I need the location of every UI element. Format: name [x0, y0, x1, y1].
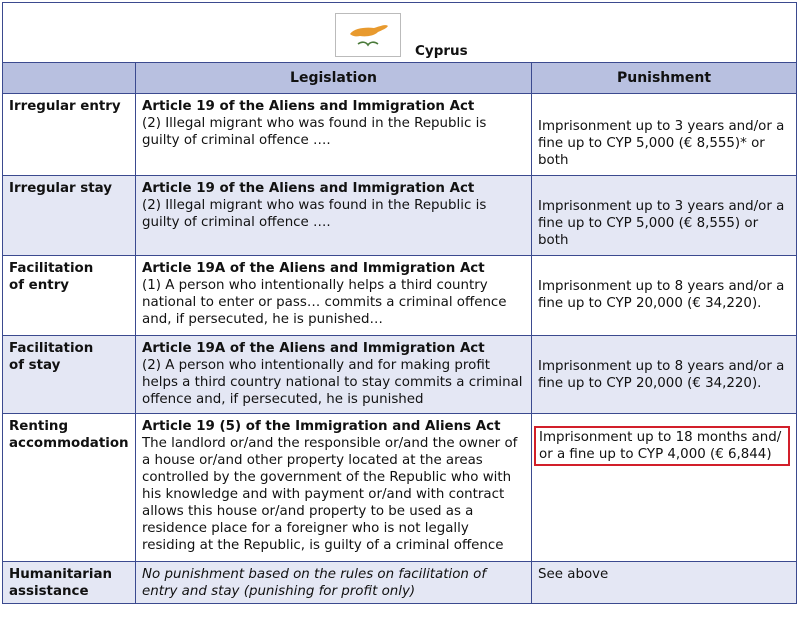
punishment-text: Imprisonment up to 3 years and/or a fine up to CYP 5,000 (€ 8,555)* or both	[538, 119, 785, 168]
article-text: (1) A person who intentionally helps a third country national to enter or pass… commits a criminal offence and, if persecuted, he is punished…	[142, 278, 507, 327]
table-row	[3, 176, 797, 256]
highlighted-punishment-text: Imprisonment up to 18 months and/ or a fine up to CYP 4,000 (€ 6,844)	[534, 426, 790, 466]
punishment-text: Imprisonment up to 8 years and/or a fine up to CYP 20,000 (€ 34,220).	[538, 359, 785, 391]
row-label: Irregular entry	[3, 94, 136, 176]
article-text: No punishment based on the rules on facilitation of entry and stay (punishing for profit only)	[142, 567, 487, 599]
country-title: Cyprus	[415, 43, 468, 59]
punishment-text: Imprisonment up to 8 years and/or a fine up to CYP 20,000 (€ 34,220).	[538, 279, 785, 311]
punishment-cell	[532, 336, 797, 414]
legislation-cell	[136, 414, 532, 562]
punishment-text: See above	[538, 567, 609, 582]
cyprus-flag-icon	[335, 13, 401, 57]
column-header-legislation: Legislation	[136, 63, 532, 94]
legislation-cell	[136, 256, 532, 336]
table-row	[3, 94, 797, 176]
article-title: Article 19 of the Aliens and Immigration Act	[142, 99, 475, 114]
table-row	[3, 336, 797, 414]
punishment-cell	[532, 256, 797, 336]
title-row	[3, 3, 797, 63]
legislation-table	[2, 2, 797, 604]
article-title: Article 19A of the Aliens and Immigration Act	[142, 261, 485, 276]
row-label: Renting accommodation	[3, 414, 136, 562]
article-title: Article 19 (5) of the Immigration and Aliens Act	[142, 419, 501, 434]
row-label: Facilitation of entry	[3, 256, 136, 336]
column-header-punishment: Punishment	[532, 63, 797, 94]
punishment-cell	[532, 414, 797, 562]
article-title: Article 19 of the Aliens and Immigration Act	[142, 181, 475, 196]
cyprus-legislation-table-wrapper	[2, 2, 796, 604]
article-title: Article 19A of the Aliens and Immigration Act	[142, 341, 485, 356]
column-header-row	[3, 63, 797, 94]
title-cell	[3, 3, 797, 63]
column-header-blank	[3, 63, 136, 94]
legislation-cell	[136, 562, 532, 604]
row-label: Humanitarian assistance	[3, 562, 136, 604]
punishment-cell	[532, 94, 797, 176]
punishment-text: Imprisonment up to 3 years and/or a fine up to CYP 5,000 (€ 8,555) or both	[538, 199, 785, 248]
table-row	[3, 562, 797, 604]
legislation-cell	[136, 176, 532, 256]
article-text: (2) Illegal migrant who was found in the Republic is guilty of criminal offence ….	[142, 198, 487, 230]
punishment-cell	[532, 176, 797, 256]
legislation-cell	[136, 94, 532, 176]
row-label: Irregular stay	[3, 176, 136, 256]
legislation-cell	[136, 336, 532, 414]
article-text: (2) A person who intentionally and for making profit helps a third country national to stay commits a criminal offence and, if persecuted, he is punished	[142, 358, 523, 407]
table-row	[3, 414, 797, 562]
table-row	[3, 256, 797, 336]
article-text: (2) Illegal migrant who was found in the Republic is guilty of criminal offence ….	[142, 116, 487, 148]
punishment-cell	[532, 562, 797, 604]
row-label: Facilitation of stay	[3, 336, 136, 414]
article-text: The landlord or/and the responsible or/and the owner of a house or/and other property located at the areas controlled by the government of the Republic who with his knowledge and with payment or/and with contract allows this house or/and property to be used as a residence place for a foreigner who is not legally residing at the Republic, is guilty of a criminal offence	[142, 436, 518, 553]
